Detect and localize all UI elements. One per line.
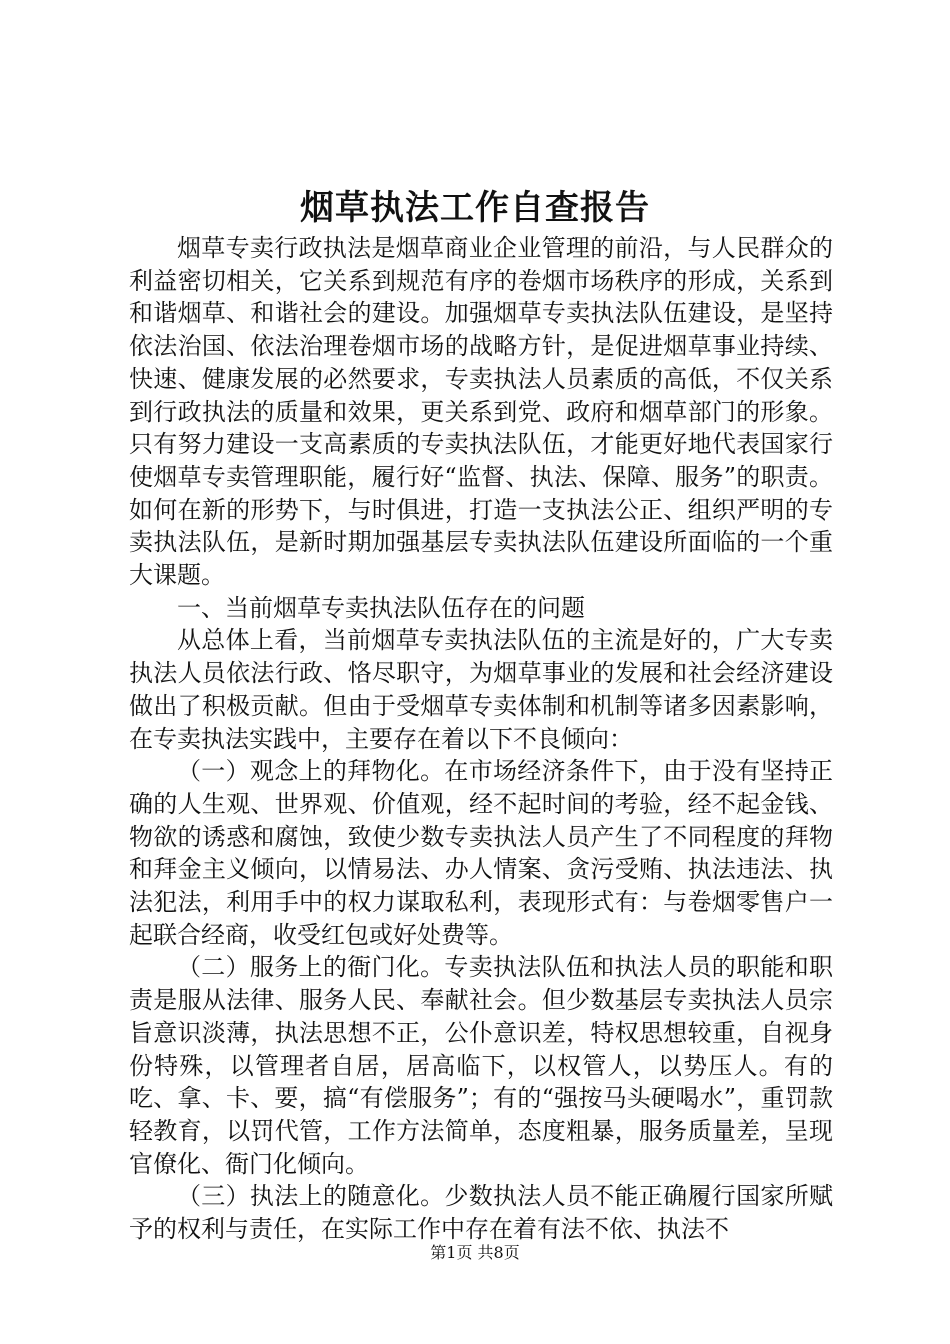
paragraph-item-3: （三）执法上的随意化。少数执法人员不能正确履行国家所赋予的权利与责任，在实际工作中存在着有法不依、执法不 xyxy=(129,1182,833,1244)
section-heading-1: 一、当前烟草专卖执法队伍存在的问题 xyxy=(177,593,585,622)
page-footer: 第1页 共8页 xyxy=(430,1243,520,1262)
paragraph-item-1: （一）观念上的拜物化。在市场经济条件下，由于没有坚持正确的人生观、世界观、价值观，经不起时间的考验，经不起金钱、物欲的诱惑和腐蚀，致使少数专卖执法人员产生了不同程度的拜物和拜金主义倾向，以情易法、办人情案、贪污受贿、执法违法、执法犯法，利用手中的权力谋取私利，表现形式有：与卷烟零售户一起联合经商，收受红包或好处费等。 xyxy=(129,757,833,949)
page-title: 烟草执法工作自查报告 xyxy=(300,188,650,228)
document-body xyxy=(129,232,833,1246)
paragraph-overview: 从总体上看，当前烟草专卖执法队伍的主流是好的，广大专卖执法人员依法行政、恪尽职守，为烟草事业的发展和社会经济建设做出了积极贡献。但由于受烟草专卖体制和机制等诸多因素影响，在专卖执法实践中，主要存在着以下不良倾向： xyxy=(129,626,833,753)
paragraph-item-2: （二）服务上的衙门化。专卖执法队伍和执法人员的职能和职责是服从法律、服务人民、奉献社会。但少数基层专卖执法人员宗旨意识淡薄，执法思想不正，公仆意识差，特权思想较重，自视身份特殊，以管理者自居，居高临下，以权管人，以势压人。有的吃、拿、卡、要，搞“有偿服务”；有的“强按马头硬喝水”，重罚款轻教育，以罚代管，工作方法简单，态度粗暴，服务质量差，呈现官僚化、衙门化倾向。 xyxy=(129,953,833,1178)
paragraph-intro: 烟草专卖行政执法是烟草商业企业管理的前沿，与人民群众的利益密切相关，它关系到规范有序的卷烟市场秩序的形成，关系到和谐烟草、和谐社会的建设。加强烟草专卖执法队伍建设，是坚持依法治国、依法治理卷烟市场的战略方针，是促进烟草事业持续、快速、健康发展的必然要求，专卖执法人员素质的高低，不仅关系到行政执法的质量和效果，更关系到党、政府和烟草部门的形象。只有努力建设一支高素质的专卖执法队伍，才能更好地代表国家行使烟草专卖管理职能，履行好“监督、执法、保障、服务”的职责。如何在新的形势下，与时俱进，打造一支执法公正、组织严明的专卖执法队伍，是新时期加强基层专卖执法队伍建设所面临的一个重大课题。 xyxy=(129,234,833,590)
